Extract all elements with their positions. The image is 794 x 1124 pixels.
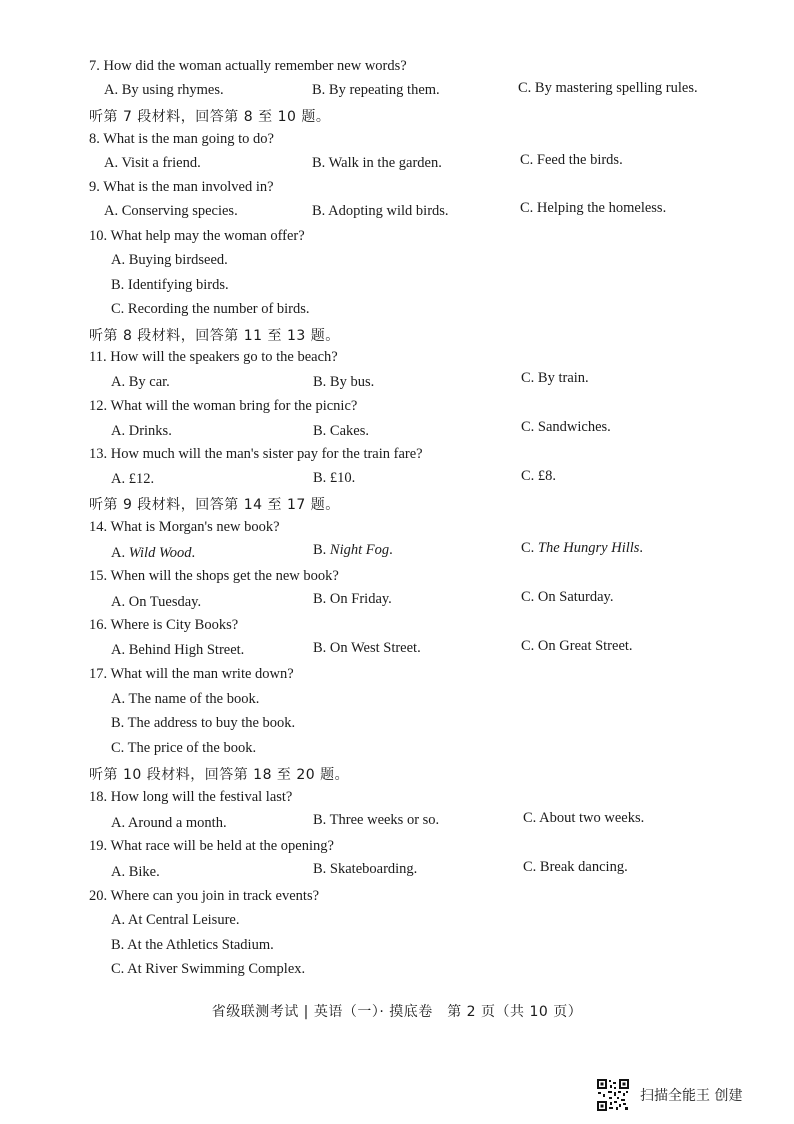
q18-option-b: B. Three weeks or so. xyxy=(313,812,440,828)
q17-option-b: B. The address to buy the book. xyxy=(111,715,296,731)
q11-option-b: B. By bus. xyxy=(313,374,375,390)
q13-option-b: B. £10. xyxy=(313,470,356,486)
q19-option-a: A. Bike. xyxy=(111,864,160,880)
question-20: 20. Where can you join in track events? xyxy=(89,888,320,904)
q12-option-a: A. Drinks. xyxy=(111,423,172,439)
q8-option-b: B. Walk in the garden. xyxy=(312,155,442,171)
q18-option-c: C. About two weeks. xyxy=(523,810,645,826)
question-10: 10. What help may the woman offer? xyxy=(89,228,305,244)
qr-code-icon xyxy=(596,1078,630,1112)
q9-option-b: B. Adopting wild birds. xyxy=(312,203,449,219)
section-9-instruction: 听第 9 段材料，回答第 14 至 17 题。 xyxy=(89,497,340,513)
q10-option-a: A. Buying birdseed. xyxy=(111,252,228,268)
question-13: 13. How much will the man's sister pay for the train fare? xyxy=(89,446,423,462)
q20-option-b: B. At the Athletics Stadium. xyxy=(111,937,274,953)
q19-option-c: C. Break dancing. xyxy=(523,859,628,875)
q9-option-c: C. Helping the homeless. xyxy=(520,200,667,216)
question-15: 15. When will the shops get the new book? xyxy=(89,568,339,584)
question-19: 19. What race will be held at the opening? xyxy=(89,838,334,854)
q13-option-c: C. £8. xyxy=(521,468,557,484)
q10-option-c: C. Recording the number of birds. xyxy=(111,301,310,317)
q7-option-a: A. By using rhymes. xyxy=(104,82,224,98)
q8-option-c: C. Feed the birds. xyxy=(520,152,623,168)
question-18: 18. How long will the festival last? xyxy=(89,789,293,805)
q17-option-a: A. The name of the book. xyxy=(111,691,260,707)
q15-option-b: B. On Friday. xyxy=(313,591,392,607)
question-9: 9. What is the man involved in? xyxy=(89,179,274,195)
section-7-instruction: 听第 7 段材料，回答第 8 至 10 题。 xyxy=(89,109,331,125)
q15-option-a: A. On Tuesday. xyxy=(111,594,202,610)
q14-option-a-title: Wild Wood xyxy=(128,545,192,561)
q14-option-a: A. Wild Wood. xyxy=(111,545,196,561)
q15-option-c: C. On Saturday. xyxy=(521,589,614,605)
q13-option-a: A. £12. xyxy=(111,471,155,487)
question-7: 7. How did the woman actually remember new words? xyxy=(89,58,407,74)
q10-option-b: B. Identifying birds. xyxy=(111,277,229,293)
question-11: 11. How will the speakers go to the beach? xyxy=(89,349,338,365)
question-8: 8. What is the man going to do? xyxy=(89,131,274,147)
q7-option-c: C. By mastering spelling rules. xyxy=(518,80,698,96)
q14-option-b-title: Night Fog xyxy=(329,542,390,558)
q16-option-a: A. Behind High Street. xyxy=(111,642,245,658)
q7-option-b: B. By repeating them. xyxy=(312,82,440,98)
q11-option-c: C. By train. xyxy=(521,370,589,386)
q16-option-c: C. On Great Street. xyxy=(521,638,633,654)
q12-option-b: B. Cakes. xyxy=(313,423,369,439)
q11-option-a: A. By car. xyxy=(111,374,170,390)
question-14: 14. What is Morgan's new book? xyxy=(89,519,280,535)
question-16: 16. Where is City Books? xyxy=(89,617,239,633)
q19-option-b: B. Skateboarding. xyxy=(313,861,418,877)
q16-option-b: B. On West Street. xyxy=(313,640,421,656)
q9-option-a: A. Conserving species. xyxy=(104,203,238,219)
scanner-watermark-text: 扫描全能王 创建 xyxy=(640,1088,743,1104)
q14-option-c-title: The Hungry Hills xyxy=(537,540,640,556)
section-8-instruction: 听第 8 段材料，回答第 11 至 13 题。 xyxy=(89,328,340,344)
q18-option-a: A. Around a month. xyxy=(111,815,227,831)
question-12: 12. What will the woman bring for the picnic? xyxy=(89,398,358,414)
question-17: 17. What will the man write down? xyxy=(89,666,294,682)
q8-option-a: A. Visit a friend. xyxy=(104,155,201,171)
q14-option-b: B. Night Fog. xyxy=(313,542,393,558)
q14-option-c: C. The Hungry Hills. xyxy=(521,540,644,556)
q20-option-c: C. At River Swimming Complex. xyxy=(111,961,306,977)
section-10-instruction: 听第 10 段材料，回答第 18 至 20 题。 xyxy=(89,767,350,783)
q12-option-c: C. Sandwiches. xyxy=(521,419,611,435)
page-footer: 省级联测考试 | 英语（一）· 摸底卷 第 2 页（共 10 页） xyxy=(211,1004,583,1020)
q17-option-c: C. The price of the book. xyxy=(111,740,257,756)
q20-option-a: A. At Central Leisure. xyxy=(111,912,240,928)
